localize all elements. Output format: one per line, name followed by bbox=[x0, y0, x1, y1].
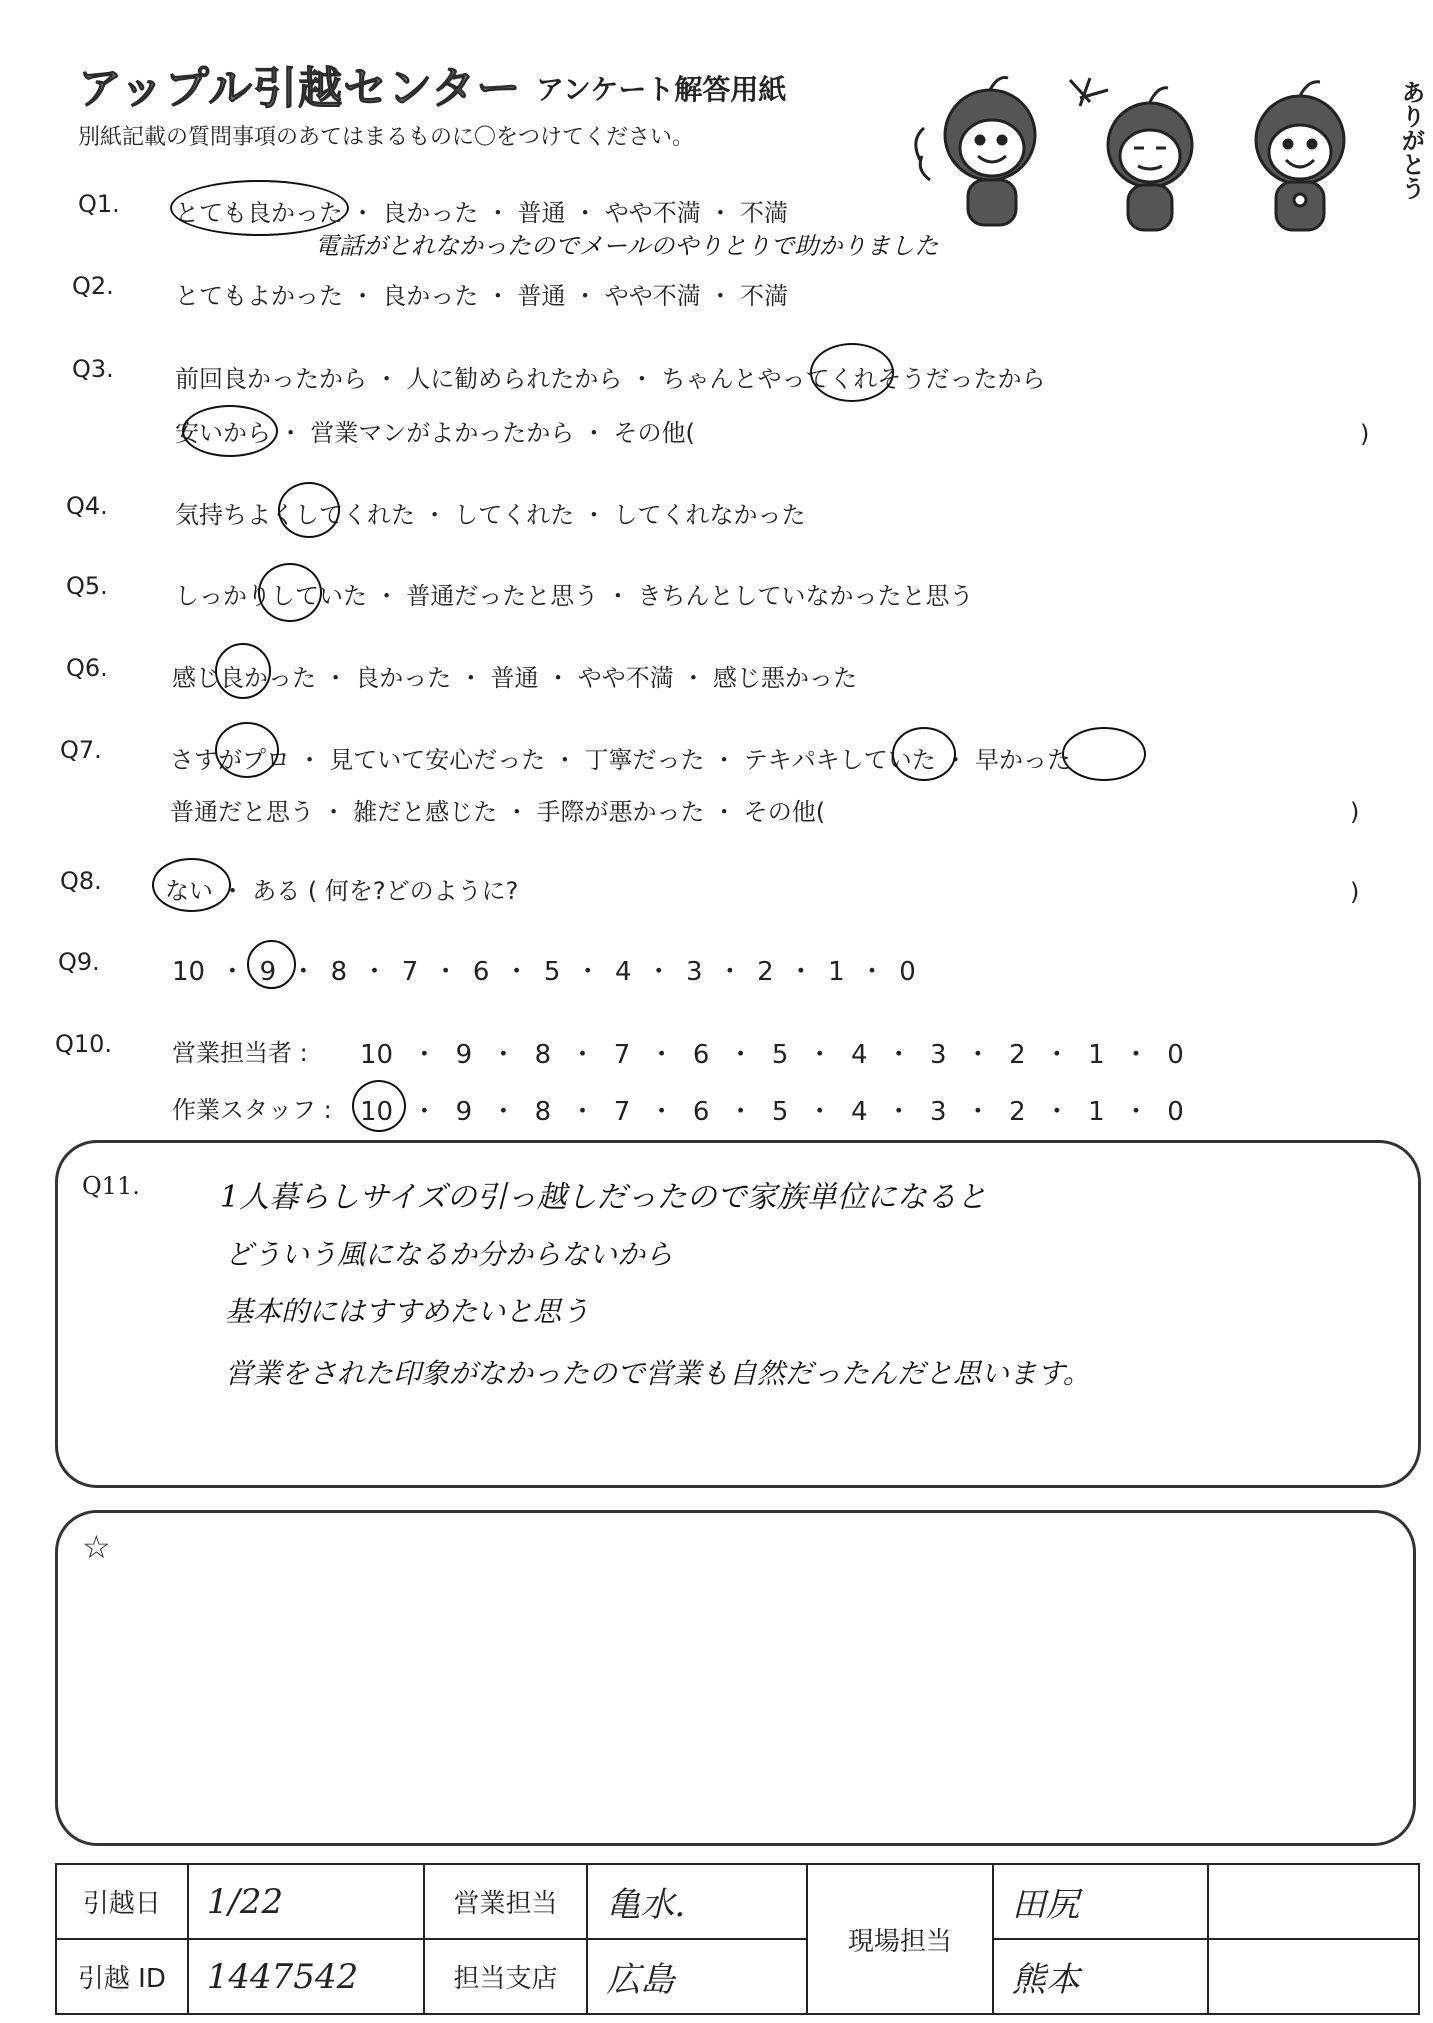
q9-label: Q9. bbox=[58, 948, 100, 976]
q3-options-line1: 前回良かったから ・ 人に勧められたから ・ ちゃんとやってくれそうだったから bbox=[175, 365, 1046, 393]
q7-answer-circle-3 bbox=[1062, 727, 1146, 781]
q7-options-line1: さすがプロ ・ 見ていて安心だった ・ 丁寧だった ・ テキパキしていた ・ 早かった bbox=[170, 746, 1072, 774]
q7-answer-circle-1 bbox=[215, 722, 279, 778]
q10-sales-label: 営業担当者 : bbox=[172, 1039, 308, 1067]
sales-staff-value: 亀水. bbox=[587, 1864, 807, 1939]
q9-answer-circle bbox=[247, 940, 296, 989]
thanks-vertical-text: ありがとう bbox=[1397, 80, 1425, 200]
q7-label: Q7. bbox=[60, 736, 102, 764]
q10-staff-label: 作業スタッフ : bbox=[172, 1096, 332, 1124]
q6-label: Q6. bbox=[66, 654, 108, 682]
q4-label: Q4. bbox=[66, 492, 108, 520]
q7-options-line2: 普通だと思う ・ 雑だと感じた ・ 手際が悪かった ・ その他( bbox=[170, 798, 826, 826]
q7-answer-circle-2 bbox=[892, 727, 956, 781]
site-staff-empty-1 bbox=[1208, 1864, 1419, 1939]
q6-answer-circle bbox=[215, 643, 271, 699]
instruction-text: 別紙記載の質問事項のあてはまるものに〇をつけてください。 bbox=[78, 125, 695, 150]
star-comment-box bbox=[55, 1510, 1416, 1846]
q3-label: Q3. bbox=[72, 355, 114, 383]
monkey-2-icon bbox=[1070, 78, 1192, 230]
star-icon: ☆ bbox=[82, 1528, 111, 1566]
q6-options: 感じ良かった ・ 良かった ・ 普通 ・ やや不満 ・ 感じ悪かった bbox=[172, 664, 858, 692]
q9-scale: 10 ・ 9 ・ 8 ・ 7 ・ 6 ・ 5 ・ 4 ・ 3 ・ 2 ・ 1 ・ 0 bbox=[172, 957, 916, 987]
site-staff-value-1: 田尻 bbox=[993, 1864, 1209, 1939]
q5-answer-circle bbox=[258, 563, 322, 622]
q3-close-paren: ) bbox=[1360, 420, 1370, 448]
move-id-value: 1447542 bbox=[188, 1939, 424, 2014]
form-title: アップル引越センター bbox=[78, 63, 522, 114]
q7-close-paren: ) bbox=[1350, 798, 1360, 826]
q4-options: 気持ちよくしてくれた ・ してくれた ・ してくれなかった bbox=[175, 501, 806, 529]
move-date-value: 1/22 bbox=[188, 1864, 424, 1939]
q11-comment-line-1: 1人暮らしサイズの引っ越しだったので家族単位になると bbox=[220, 1180, 987, 1215]
q1-handwritten-comment: 電話がとれなかったのでメールのやりとりで助かりました bbox=[315, 232, 939, 260]
q2-label: Q2. bbox=[72, 272, 114, 300]
q5-label: Q5. bbox=[66, 572, 108, 600]
q3-answer-circle-1 bbox=[810, 343, 894, 402]
branch-label: 担当支店 bbox=[424, 1939, 588, 2014]
q11-comment-line-3: 基本的にはすすめたいと思う bbox=[225, 1295, 590, 1328]
branch-value: 広島 bbox=[587, 1939, 807, 2014]
q1-options: とても良かった ・ 良かった ・ 普通 ・ やや不満 ・ 不満 bbox=[175, 199, 789, 227]
monkey-mascot-illustration bbox=[910, 60, 1380, 250]
q5-options: しっかりしていた ・ 普通だったと思う ・ きちんとしていなかったと思う bbox=[175, 582, 974, 610]
monkey-1-icon bbox=[916, 78, 1035, 226]
q2-options: とてもよかった ・ 良かった ・ 普通 ・ やや不満 ・ 不満 bbox=[175, 282, 789, 310]
q1-label: Q1. bbox=[78, 190, 120, 218]
q8-label: Q8. bbox=[60, 867, 102, 895]
move-date-label: 引越日 bbox=[56, 1864, 188, 1939]
q10-answer-circle bbox=[352, 1080, 406, 1132]
footer-info-table bbox=[55, 1863, 1420, 2015]
q10-sales-scale: 10 ・ 9 ・ 8 ・ 7 ・ 6 ・ 5 ・ 4 ・ 3 ・ 2 ・ 1 ・ 0 bbox=[360, 1040, 1184, 1070]
site-staff-value-2: 熊本 bbox=[993, 1939, 1209, 2014]
monkey-3-icon bbox=[1256, 82, 1344, 230]
move-id-label: 引越 ID bbox=[56, 1939, 188, 2014]
site-staff-empty-2 bbox=[1208, 1939, 1419, 2014]
q8-close-paren: ) bbox=[1350, 878, 1360, 906]
site-staff-label: 現場担当 bbox=[807, 1864, 993, 2014]
q11-label: Q11. bbox=[82, 1172, 140, 1200]
q11-comment-line-4: 営業をされた印象がなかったので営業も自然だったんだと思います。 bbox=[225, 1357, 1091, 1390]
sales-staff-label: 営業担当 bbox=[424, 1864, 588, 1939]
q11-comment-line-2: どういう風になるか分からないから bbox=[225, 1238, 674, 1271]
q8-options: ない ・ ある ( 何を?どのように? bbox=[165, 877, 519, 905]
q8-answer-circle bbox=[152, 858, 231, 912]
form-subtitle: アンケート解答用紙 bbox=[536, 73, 787, 106]
q3-options-line2: 安いから ・ 営業マンがよかったから ・ その他( bbox=[175, 419, 695, 447]
q10-label: Q10. bbox=[55, 1030, 113, 1058]
q3-answer-circle-2 bbox=[182, 405, 278, 457]
q10-staff-scale: 10 ・ 9 ・ 8 ・ 7 ・ 6 ・ 5 ・ 4 ・ 3 ・ 2 ・ 1 ・ 0 bbox=[360, 1097, 1184, 1127]
q4-answer-circle bbox=[278, 482, 340, 538]
